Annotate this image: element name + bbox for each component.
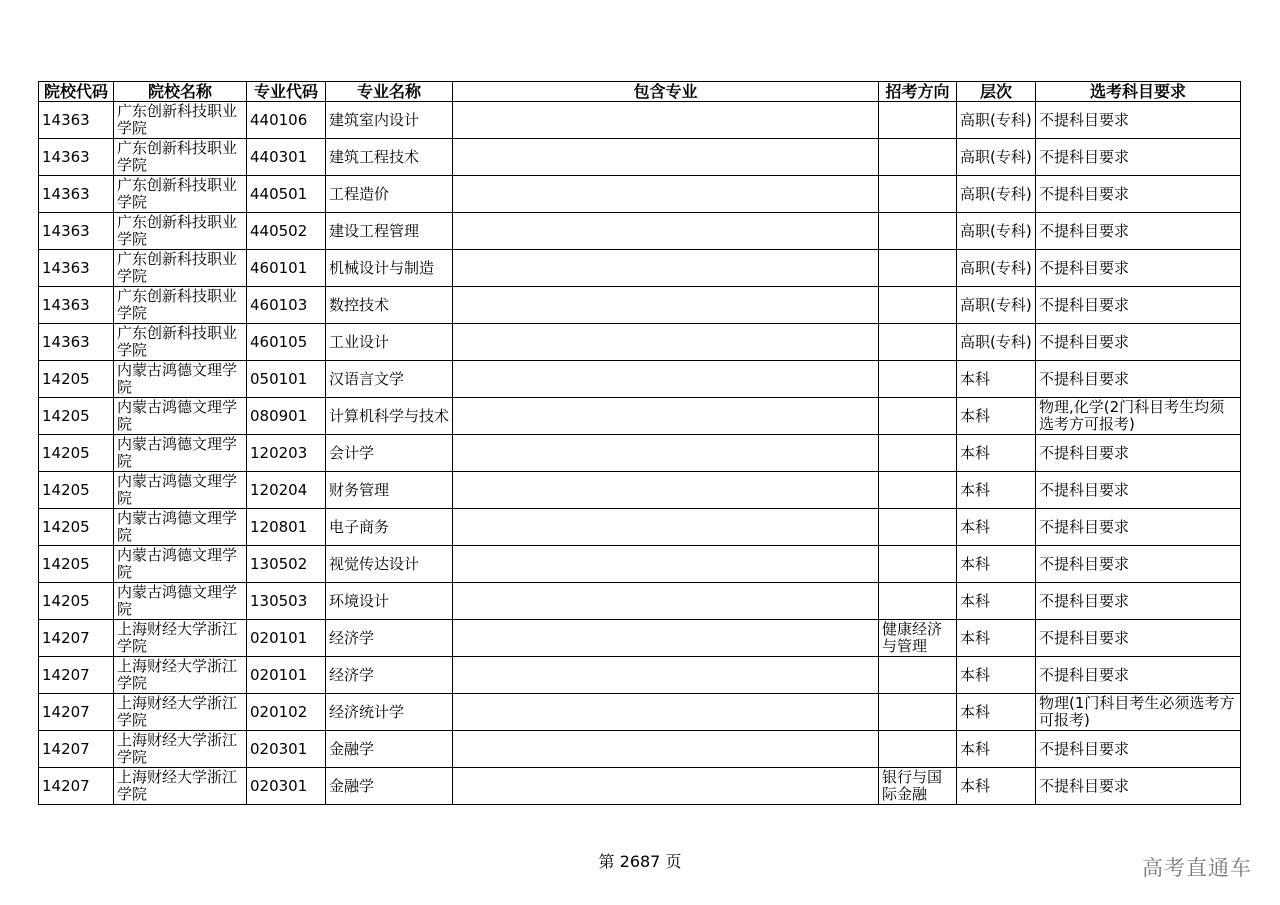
included-majors-cell <box>453 287 879 324</box>
included-majors-cell <box>453 435 879 472</box>
major-code-cell: 120204 <box>247 472 326 509</box>
school-code-cell: 14207 <box>39 768 114 805</box>
level-cell: 本科 <box>957 620 1036 657</box>
admission-direction-cell <box>879 731 957 768</box>
school-name-cell: 广东创新科技职业学院 <box>114 102 247 139</box>
major-name-cell: 金融学 <box>326 768 453 805</box>
school-code-cell: 14207 <box>39 657 114 694</box>
header-major-name: 专业名称 <box>326 82 453 102</box>
school-name-cell: 广东创新科技职业学院 <box>114 213 247 250</box>
major-name-cell: 环境设计 <box>326 583 453 620</box>
table-row <box>39 620 1241 657</box>
table-row <box>39 324 1241 361</box>
major-code-cell: 020101 <box>247 620 326 657</box>
level-cell: 高职(专科) <box>957 176 1036 213</box>
school-name-cell: 内蒙古鸿德文理学院 <box>114 509 247 546</box>
school-code-cell: 14205 <box>39 435 114 472</box>
included-majors-cell <box>453 176 879 213</box>
school-name-cell: 上海财经大学浙江学院 <box>114 731 247 768</box>
table-row <box>39 509 1241 546</box>
subject-requirement-cell: 不提科目要求 <box>1036 731 1241 768</box>
table-row <box>39 731 1241 768</box>
school-name-cell: 广东创新科技职业学院 <box>114 324 247 361</box>
major-code-cell: 120203 <box>247 435 326 472</box>
included-majors-cell <box>453 213 879 250</box>
level-cell: 高职(专科) <box>957 250 1036 287</box>
table-header-row <box>39 82 1241 102</box>
school-code-cell: 14205 <box>39 546 114 583</box>
included-majors-cell <box>453 657 879 694</box>
header-school-name: 院校名称 <box>114 82 247 102</box>
included-majors-cell <box>453 509 879 546</box>
major-code-cell: 050101 <box>247 361 326 398</box>
included-majors-cell <box>453 250 879 287</box>
major-name-cell: 工程造价 <box>326 176 453 213</box>
subject-requirement-cell: 不提科目要求 <box>1036 102 1241 139</box>
admission-direction-cell <box>879 472 957 509</box>
included-majors-cell <box>453 731 879 768</box>
subject-requirement-cell: 不提科目要求 <box>1036 361 1241 398</box>
school-code-cell: 14363 <box>39 213 114 250</box>
major-name-cell: 建筑室内设计 <box>326 102 453 139</box>
admission-direction-cell <box>879 213 957 250</box>
subject-requirement-cell: 不提科目要求 <box>1036 472 1241 509</box>
table-row <box>39 435 1241 472</box>
school-name-cell: 内蒙古鸿德文理学院 <box>114 435 247 472</box>
level-cell: 本科 <box>957 361 1036 398</box>
level-cell: 本科 <box>957 583 1036 620</box>
header-admission-direction: 招考方向 <box>879 82 957 102</box>
admissions-table <box>38 81 1241 805</box>
major-name-cell: 金融学 <box>326 731 453 768</box>
subject-requirement-cell: 不提科目要求 <box>1036 213 1241 250</box>
school-name-cell: 上海财经大学浙江学院 <box>114 657 247 694</box>
major-code-cell: 020101 <box>247 657 326 694</box>
major-name-cell: 财务管理 <box>326 472 453 509</box>
school-name-cell: 内蒙古鸿德文理学院 <box>114 546 247 583</box>
header-included-majors: 包含专业 <box>453 82 879 102</box>
admission-direction-cell <box>879 435 957 472</box>
school-code-cell: 14207 <box>39 731 114 768</box>
admission-direction-cell: 健康经济与管理 <box>879 620 957 657</box>
school-name-cell: 广东创新科技职业学院 <box>114 250 247 287</box>
included-majors-cell <box>453 398 879 435</box>
school-name-cell: 广东创新科技职业学院 <box>114 287 247 324</box>
major-name-cell: 视觉传达设计 <box>326 546 453 583</box>
admission-direction-cell <box>879 694 957 731</box>
major-code-cell: 020102 <box>247 694 326 731</box>
major-name-cell: 会计学 <box>326 435 453 472</box>
major-code-cell: 460103 <box>247 287 326 324</box>
included-majors-cell <box>453 324 879 361</box>
school-name-cell: 内蒙古鸿德文理学院 <box>114 361 247 398</box>
admission-direction-cell: 银行与国际金融 <box>879 768 957 805</box>
table-row <box>39 583 1241 620</box>
subject-requirement-cell: 不提科目要求 <box>1036 657 1241 694</box>
major-code-cell: 440502 <box>247 213 326 250</box>
admission-direction-cell <box>879 657 957 694</box>
admission-direction-cell <box>879 324 957 361</box>
header-subject-requirement: 选考科目要求 <box>1036 82 1241 102</box>
major-code-cell: 460105 <box>247 324 326 361</box>
table-row <box>39 361 1241 398</box>
included-majors-cell <box>453 620 879 657</box>
subject-requirement-cell: 不提科目要求 <box>1036 324 1241 361</box>
major-code-cell: 020301 <box>247 731 326 768</box>
level-cell: 本科 <box>957 768 1036 805</box>
major-name-cell: 经济学 <box>326 620 453 657</box>
subject-requirement-cell: 不提科目要求 <box>1036 250 1241 287</box>
major-name-cell: 机械设计与制造 <box>326 250 453 287</box>
school-name-cell: 内蒙古鸿德文理学院 <box>114 398 247 435</box>
admission-direction-cell <box>879 287 957 324</box>
admission-direction-cell <box>879 250 957 287</box>
table-row <box>39 546 1241 583</box>
major-code-cell: 440501 <box>247 176 326 213</box>
major-code-cell: 440106 <box>247 102 326 139</box>
level-cell: 本科 <box>957 398 1036 435</box>
included-majors-cell <box>453 472 879 509</box>
subject-requirement-cell: 不提科目要求 <box>1036 583 1241 620</box>
table-row <box>39 472 1241 509</box>
admission-direction-cell <box>879 102 957 139</box>
watermark-logo-text: 高考直通车 <box>1142 856 1252 880</box>
school-code-cell: 14363 <box>39 139 114 176</box>
school-code-cell: 14207 <box>39 620 114 657</box>
included-majors-cell <box>453 139 879 176</box>
school-name-cell: 上海财经大学浙江学院 <box>114 768 247 805</box>
major-code-cell: 130503 <box>247 583 326 620</box>
subject-requirement-cell: 不提科目要求 <box>1036 620 1241 657</box>
table-row <box>39 250 1241 287</box>
included-majors-cell <box>453 694 879 731</box>
admission-direction-cell <box>879 139 957 176</box>
header-school-code: 院校代码 <box>39 82 114 102</box>
school-name-cell: 广东创新科技职业学院 <box>114 139 247 176</box>
major-code-cell: 440301 <box>247 139 326 176</box>
school-name-cell: 上海财经大学浙江学院 <box>114 620 247 657</box>
table-row <box>39 213 1241 250</box>
level-cell: 高职(专科) <box>957 139 1036 176</box>
included-majors-cell <box>453 768 879 805</box>
school-name-cell: 内蒙古鸿德文理学院 <box>114 583 247 620</box>
major-code-cell: 120801 <box>247 509 326 546</box>
subject-requirement-cell: 不提科目要求 <box>1036 435 1241 472</box>
level-cell: 本科 <box>957 509 1036 546</box>
school-code-cell: 14363 <box>39 287 114 324</box>
admission-direction-cell <box>879 509 957 546</box>
school-name-cell: 上海财经大学浙江学院 <box>114 694 247 731</box>
admission-direction-cell <box>879 583 957 620</box>
level-cell: 本科 <box>957 657 1036 694</box>
admission-direction-cell <box>879 176 957 213</box>
major-name-cell: 计算机科学与技术 <box>326 398 453 435</box>
admission-direction-cell <box>879 546 957 583</box>
school-code-cell: 14363 <box>39 250 114 287</box>
subject-requirement-cell: 不提科目要求 <box>1036 546 1241 583</box>
subject-requirement-cell: 不提科目要求 <box>1036 287 1241 324</box>
major-name-cell: 汉语言文学 <box>326 361 453 398</box>
major-code-cell: 460101 <box>247 250 326 287</box>
level-cell: 本科 <box>957 731 1036 768</box>
included-majors-cell <box>453 102 879 139</box>
header-level: 层次 <box>957 82 1036 102</box>
major-name-cell: 经济统计学 <box>326 694 453 731</box>
table-row <box>39 768 1241 805</box>
included-majors-cell <box>453 546 879 583</box>
page-number: 第 2687 页 <box>598 852 682 871</box>
level-cell: 本科 <box>957 694 1036 731</box>
major-name-cell: 建筑工程技术 <box>326 139 453 176</box>
school-name-cell: 广东创新科技职业学院 <box>114 176 247 213</box>
level-cell: 高职(专科) <box>957 287 1036 324</box>
table-row <box>39 398 1241 435</box>
school-code-cell: 14207 <box>39 694 114 731</box>
level-cell: 高职(专科) <box>957 324 1036 361</box>
admission-direction-cell <box>879 398 957 435</box>
table-row <box>39 657 1241 694</box>
header-major-code: 专业代码 <box>247 82 326 102</box>
subject-requirement-cell: 不提科目要求 <box>1036 176 1241 213</box>
table-row <box>39 287 1241 324</box>
school-code-cell: 14363 <box>39 324 114 361</box>
subject-requirement-cell: 物理,化学(2门科目考生均须选考方可报考) <box>1036 398 1241 435</box>
admission-direction-cell <box>879 361 957 398</box>
major-code-cell: 020301 <box>247 768 326 805</box>
major-name-cell: 建设工程管理 <box>326 213 453 250</box>
major-name-cell: 经济学 <box>326 657 453 694</box>
table-row <box>39 102 1241 139</box>
included-majors-cell <box>453 361 879 398</box>
school-code-cell: 14205 <box>39 472 114 509</box>
school-code-cell: 14205 <box>39 583 114 620</box>
table-row <box>39 139 1241 176</box>
table-body <box>39 102 1241 805</box>
level-cell: 本科 <box>957 546 1036 583</box>
school-code-cell: 14363 <box>39 102 114 139</box>
school-code-cell: 14205 <box>39 509 114 546</box>
subject-requirement-cell: 不提科目要求 <box>1036 509 1241 546</box>
school-code-cell: 14205 <box>39 361 114 398</box>
included-majors-cell <box>453 583 879 620</box>
subject-requirement-cell: 不提科目要求 <box>1036 768 1241 805</box>
table-row <box>39 694 1241 731</box>
level-cell: 本科 <box>957 472 1036 509</box>
major-code-cell: 130502 <box>247 546 326 583</box>
table-row <box>39 176 1241 213</box>
major-code-cell: 080901 <box>247 398 326 435</box>
level-cell: 高职(专科) <box>957 213 1036 250</box>
school-code-cell: 14205 <box>39 398 114 435</box>
school-code-cell: 14363 <box>39 176 114 213</box>
level-cell: 高职(专科) <box>957 102 1036 139</box>
major-name-cell: 电子商务 <box>326 509 453 546</box>
school-name-cell: 内蒙古鸿德文理学院 <box>114 472 247 509</box>
major-name-cell: 工业设计 <box>326 324 453 361</box>
subject-requirement-cell: 物理(1门科目考生必须选考方可报考) <box>1036 694 1241 731</box>
level-cell: 本科 <box>957 435 1036 472</box>
major-name-cell: 数控技术 <box>326 287 453 324</box>
subject-requirement-cell: 不提科目要求 <box>1036 139 1241 176</box>
